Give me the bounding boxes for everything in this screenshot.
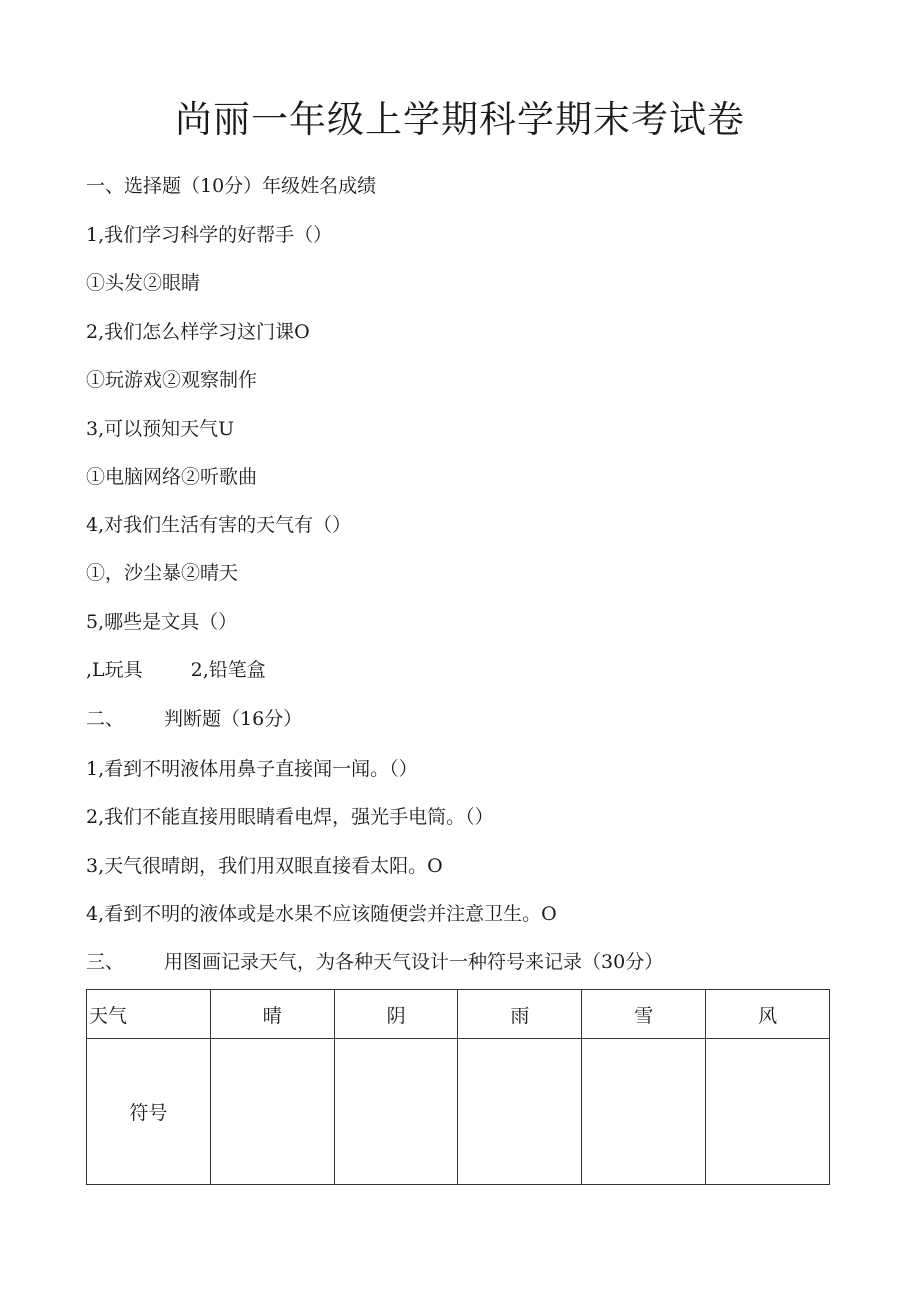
table-symbol-row xyxy=(87,1039,830,1185)
weather-symbol-table xyxy=(86,989,830,1185)
header-snowy: 雪 xyxy=(582,990,706,1039)
header-sunny: 晴 xyxy=(210,990,334,1039)
header-weather-label: 天气 xyxy=(87,990,211,1039)
question-2-2: 2,我们不能直接用眼睛看电焊，强光手电筒。（） xyxy=(86,806,494,828)
question-1-2-options: ①玩游戏②观察制作 xyxy=(86,369,258,391)
section-3-heading xyxy=(86,950,663,975)
section-1-heading: 一、选择题（10分）年级姓名成绩 xyxy=(86,175,377,197)
question-1-5-options xyxy=(86,658,266,683)
question-1-1-options: ①头发②眼睛 xyxy=(86,272,201,294)
symbol-row-label: 符号 xyxy=(87,1039,211,1185)
header-rainy: 雨 xyxy=(458,990,582,1039)
question-1-1: 1,我们学习科学的好帮手（） xyxy=(86,224,333,246)
symbol-cell-windy[interactable] xyxy=(706,1039,830,1185)
question-1-3: 3,可以预知天气U xyxy=(86,418,235,440)
question-1-2: 2,我们怎么样学习这门课O xyxy=(86,321,310,343)
header-cloudy: 阴 xyxy=(334,990,458,1039)
symbol-cell-rainy[interactable] xyxy=(458,1039,582,1185)
question-1-3-options: ①电脑网络②听歌曲 xyxy=(86,466,258,488)
section-3-number: 三、 xyxy=(86,951,125,973)
option-1: ,L玩具 xyxy=(86,659,143,681)
symbol-cell-cloudy[interactable] xyxy=(334,1039,458,1185)
question-2-4: 4,看到不明的液体或是水果不应该随便尝并注意卫生。O xyxy=(86,903,557,925)
question-1-5: 5,哪些是文具（） xyxy=(86,611,238,633)
question-2-1: 1,看到不明液体用鼻子直接闻一闻。（） xyxy=(86,758,418,780)
header-windy: 风 xyxy=(706,990,830,1039)
question-1-4-options: ①，沙尘暴②晴天 xyxy=(86,562,239,584)
symbol-cell-sunny[interactable] xyxy=(210,1039,334,1185)
table-header-row xyxy=(87,990,830,1039)
question-2-3: 3,天气很晴朗，我们用双眼直接看太阳。O xyxy=(86,855,443,877)
symbol-cell-snowy[interactable] xyxy=(582,1039,706,1185)
question-1-4: 4,对我们生活有害的天气有（） xyxy=(86,514,352,536)
section-2-number: 二、 xyxy=(86,708,125,730)
option-2: 2,铅笔盒 xyxy=(190,659,266,681)
section-3-title: 用图画记录天气，为各种天气设计一种符号来记录（30分） xyxy=(164,951,664,973)
section-2-title: 判断题（16分） xyxy=(164,708,303,730)
section-2-heading xyxy=(86,707,302,732)
exam-title: 尚丽一年级上学期科学期末考试卷 xyxy=(175,98,745,141)
